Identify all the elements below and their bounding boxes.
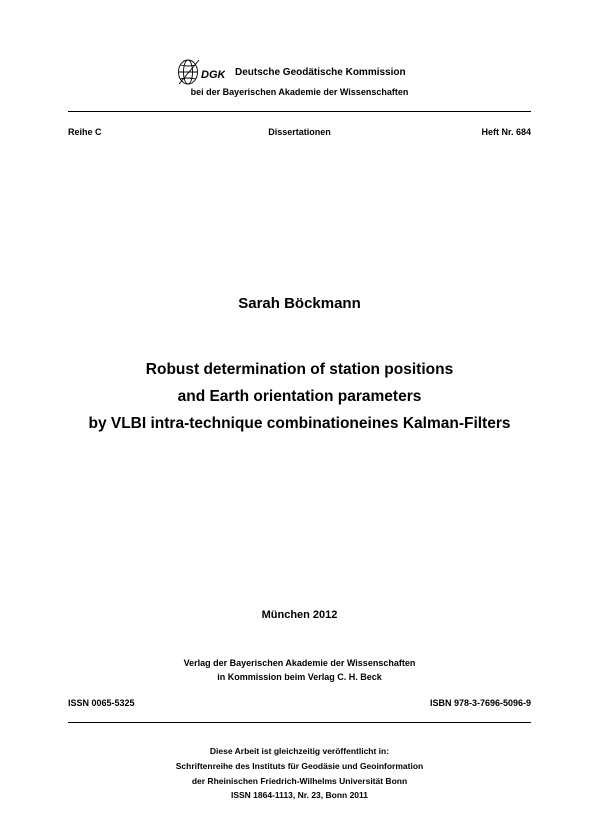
isbn: ISBN 978-3-7696-5096-9: [429, 698, 531, 708]
identifier-row: [68, 698, 531, 712]
series-row: [68, 127, 531, 141]
footer-line: Diese Arbeit ist gleichzeitig veröffentlicht in:: [209, 746, 390, 756]
issue-number: Heft Nr. 684: [481, 127, 531, 137]
logo-text: DGK: [201, 69, 225, 81]
publisher-info: [0, 656, 599, 684]
author-name: Sarah Böckmann: [238, 295, 361, 312]
footer-line: ISSN 1864-1113, Nr. 23, Bonn 2011: [230, 790, 369, 801]
publisher-line: in Kommission beim Verlag C. H. Beck: [217, 672, 382, 682]
org-subtitle: bei der Bayerischen Akademie der Wissenschaften: [190, 87, 409, 97]
org-name: Deutsche Geodätische Kommission: [235, 67, 406, 78]
issn: ISSN 0065-5325: [68, 698, 135, 708]
publisher-line: Verlag der Bayerischen Akademie der Wissenschaften: [183, 658, 416, 668]
footer-line: der Rheinischen Friedrich-Wilhelms Universität Bonn: [191, 775, 408, 786]
series-type: Dissertationen: [268, 127, 331, 137]
title-line: Robust determination of station positions: [145, 361, 454, 378]
footer-line: Schriftenreihe des Instituts für Geodäsie und Geoinformation: [175, 760, 424, 771]
top-divider: [68, 111, 531, 112]
title-line: and Earth orientation parameters: [177, 388, 422, 405]
document-title: [0, 356, 599, 437]
place-year: München 2012: [261, 609, 338, 621]
footer-note: [0, 744, 599, 803]
bottom-divider: [68, 722, 531, 723]
series-label: Reihe C: [68, 127, 102, 137]
title-line: by VLBI intra-technique combinationeines Kalman-Filters: [88, 415, 511, 432]
dgk-logo-icon: [177, 58, 225, 86]
